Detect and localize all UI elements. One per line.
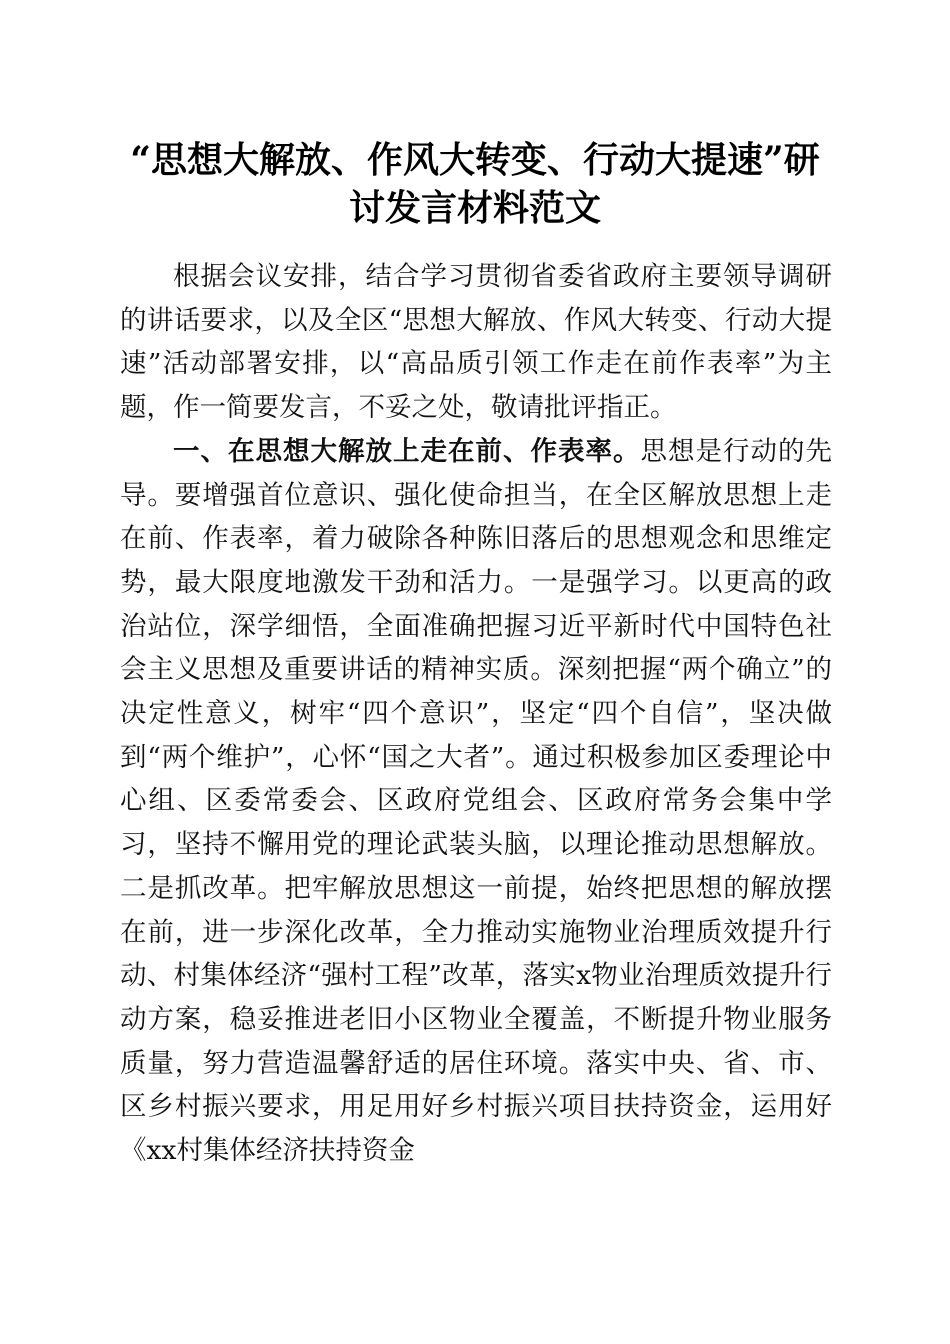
section-1-heading: 一、在思想大解放上走在前、作表率。 [173, 435, 641, 467]
intro-paragraph: 根据会议安排，结合学习贯彻省委省政府主要领导调研的讲话要求，以及全区“思想大解放、作风大转变、行动大提速”活动部署安排，以“高品质引领工作走在前作表率”为主题，作一简要发言，不妥之处，敬请批评指正。 [120, 261, 832, 424]
section-1-body: 思想是行动的先导。要增强首位意识、强化使命担当，在全区解放思想上走在前、作表率，着力破除各种陈旧落后的思想观念和思维定势，最大限度地激发干劲和活力。一是强学习。以更高的政治站位，深学细悟，全面准确把握习近平新时代中国特色社会主义思想及重要讲话的精神实质。深刻把握“两个确立”的决定性意义，树牢“四个意识”，坚定“四个自信”，坚决做到“两个维护”，心怀“国之大者”。通过积极参加区委理论中心组、区委常委会、区政府党组会、区政府常务会集中学习，坚持不懈用党的理论武装头脑，以理论推动思想解放。二是抓改革。把牢解放思想这一前提，始终把思想的解放摆在前，进一步深化改革，全力推动实施物业治理质效提升行动、村集体经济“强村工程”改革，落实x物业治理质效提升行动方案，稳妥推进老旧小区物业全覆盖，不断提升物业服务质量，努力营造温馨舒适的居住环境。落实中央、省、市、区乡村振兴要求，用足用好乡村振兴项目扶持资金，运用好《xx村集体经济扶持资金 [120, 435, 832, 1167]
document-title: “思想大解放、作风大转变、行动大提速”研讨发言材料范文 [130, 139, 820, 229]
section-1-paragraph [120, 430, 832, 1173]
document-body [120, 255, 832, 1173]
